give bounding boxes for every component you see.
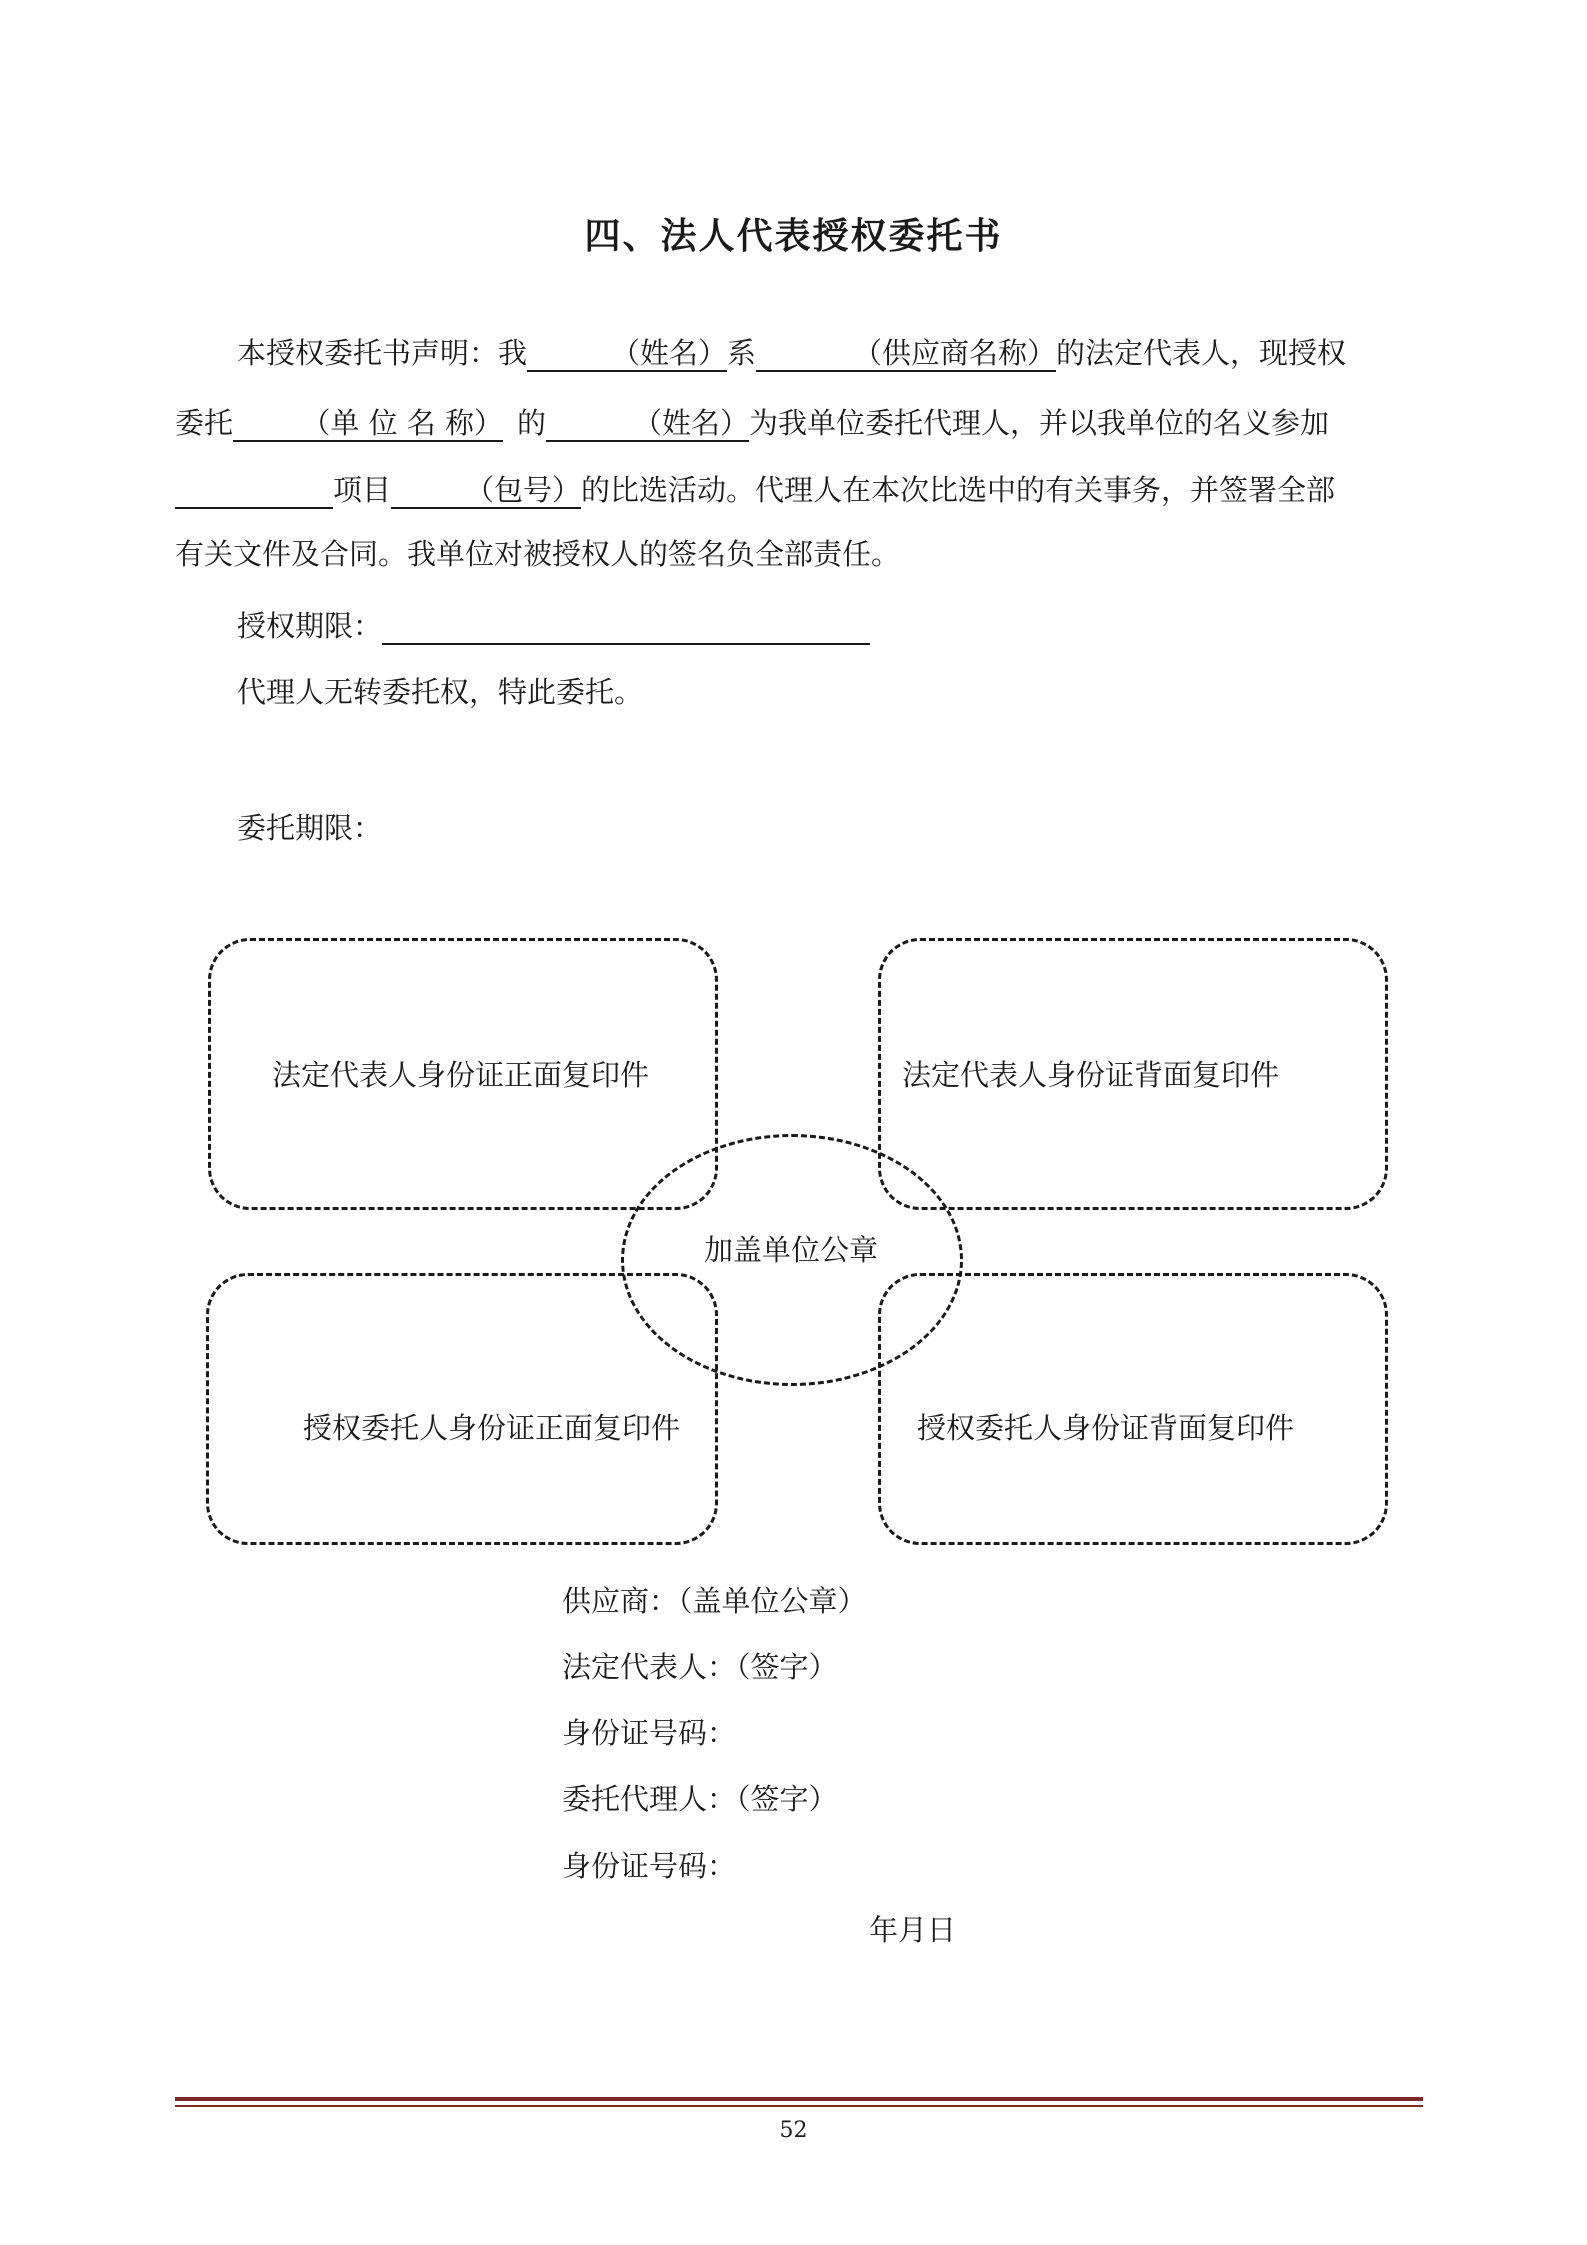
legal-rep-id-front-label: 法定代表人身份证正面复印件: [272, 1058, 650, 1092]
text-segment: 的: [517, 406, 547, 440]
document-title: 四、法人代表授权委托书: [584, 215, 1003, 257]
supplier-seal-line: 供应商：（盖单位公章）: [562, 1584, 867, 1618]
blank-unit-name: （单 位 名 称）: [233, 406, 503, 442]
text-segment: 的法定代表人，现授权: [1056, 336, 1347, 370]
entrust-period-label: 委托期限：: [237, 811, 383, 845]
text-segment: 本授权委托书声明：我: [237, 336, 528, 370]
agent-id-number-line: 身份证号码：: [562, 1849, 737, 1883]
legal-rep-id-back-label: 法定代表人身份证背面复印件: [902, 1058, 1280, 1092]
text-segment: 为我单位委托代理人，并以我单位的名义参加: [749, 406, 1330, 440]
footer-rule-thick: [175, 2097, 1423, 2101]
company-seal-label: 加盖单位公章: [704, 1233, 879, 1267]
para-line-3: [175, 470, 1335, 510]
blank-project: [175, 473, 333, 509]
date-line: 年月日: [869, 1913, 957, 1947]
page-number: 52: [779, 2118, 808, 2143]
agent-signature-line: 委托代理人：（签字）: [562, 1782, 838, 1816]
auth-period-blank: [382, 609, 870, 645]
blank-name: （姓名）: [527, 336, 727, 372]
agent-id-back-label: 授权委托人身份证背面复印件: [917, 1411, 1295, 1445]
auth-period-row: [237, 606, 870, 646]
para-line-4: 有关文件及合同。我单位对被授权人的签名负全部责任。: [175, 537, 901, 571]
text-segment: 委托: [175, 406, 234, 440]
para-line-1: [237, 333, 1346, 373]
legal-rep-signature-line: 法定代表人：（签字）: [562, 1650, 838, 1684]
legal-rep-id-number-line: 身份证号码：: [562, 1716, 737, 1750]
blank-name-2: （姓名）: [546, 406, 749, 442]
agent-id-front-label: 授权委托人身份证正面复印件: [303, 1411, 681, 1445]
footer-rule-thin: [175, 2105, 1423, 2107]
no-transfer-statement: 代理人无转委托权，特此委托。: [237, 675, 644, 709]
text-segment: 的比选活动。代理人在本次比选中的有关事务，并签署全部: [581, 473, 1336, 507]
text-segment: 项目: [333, 473, 392, 507]
para-line-2: [175, 403, 1329, 443]
text-segment: 系: [727, 336, 757, 370]
blank-package: （包号）: [391, 473, 581, 509]
blank-supplier-name: （供应商名称）: [756, 336, 1056, 372]
auth-period-label: 授权期限：: [237, 609, 383, 643]
